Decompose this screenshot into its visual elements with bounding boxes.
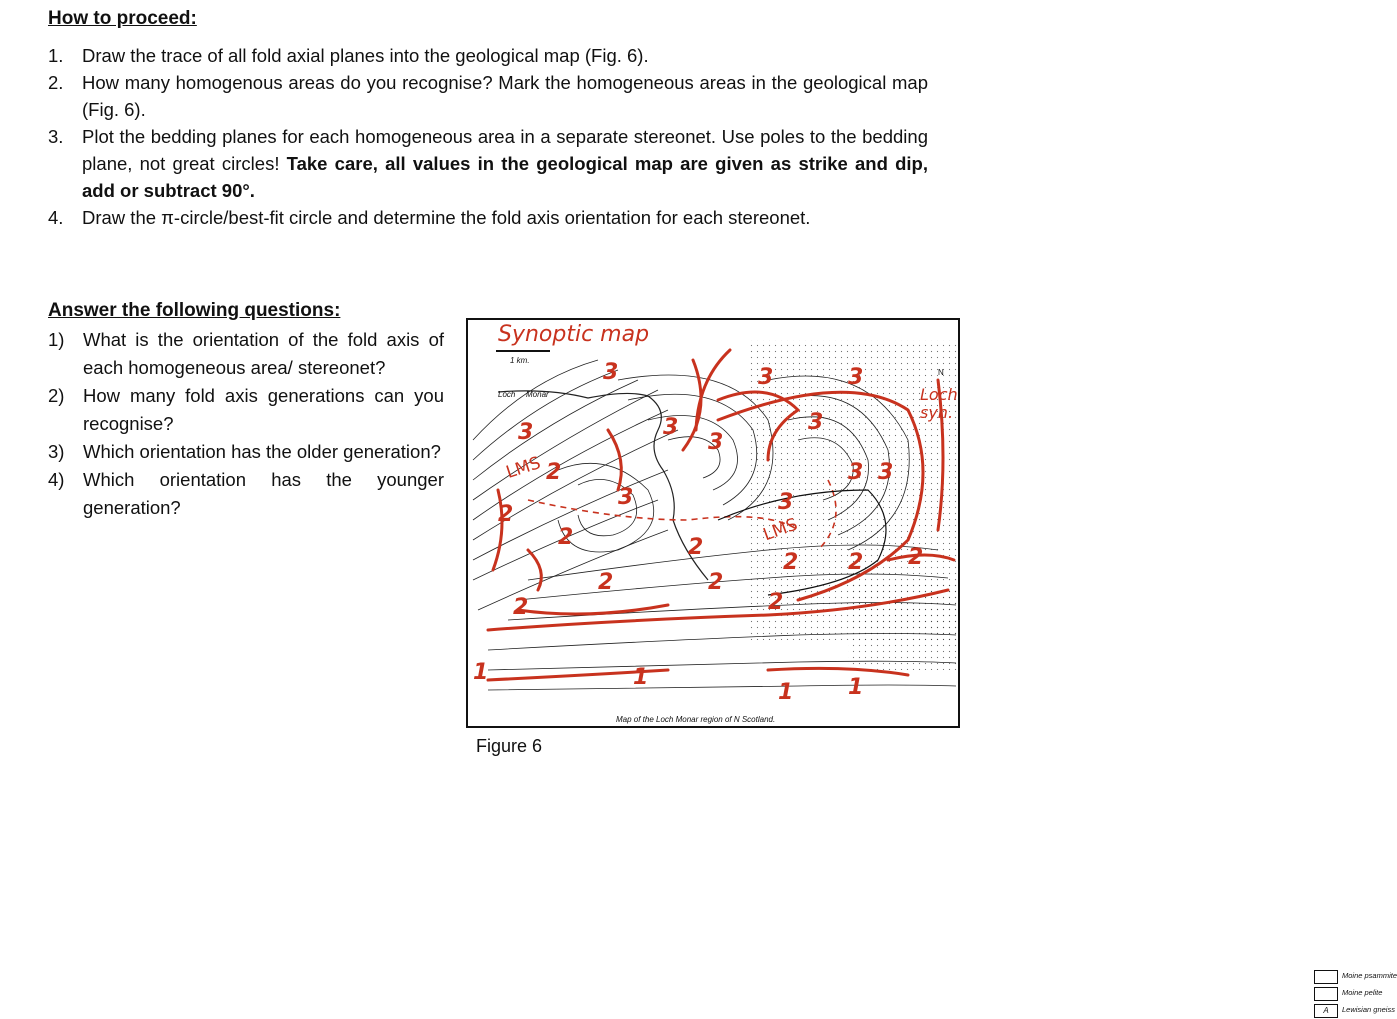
question-item xyxy=(48,382,444,438)
scale-bar xyxy=(496,350,550,352)
area-number-label: 3 xyxy=(603,360,619,385)
lms-label-west: LMS xyxy=(503,453,544,483)
step-text: Draw the π-circle/best-fit circle and determine the fold axis orientation for each stereonet. xyxy=(82,207,811,228)
area-number-label: 3 xyxy=(663,415,679,440)
area-number-label: 2 xyxy=(598,570,614,595)
question-text: How many fold axis generations can you recognise? xyxy=(83,385,444,434)
area-number-label: 2 xyxy=(783,550,799,575)
step-warning-text: Take care, all values in the geological map are given as strike and dip, add or subtract 90 xyxy=(82,153,928,201)
step-number: 1. xyxy=(48,45,64,66)
step-item xyxy=(48,42,928,69)
area-number-label: 3 xyxy=(618,485,634,510)
area-number-label: 3 xyxy=(878,460,894,485)
area-number-label: 3 xyxy=(708,430,724,455)
area-number-label: 2 xyxy=(908,545,924,570)
area-number-label: 1 xyxy=(633,665,649,690)
step-warning-end: °. xyxy=(242,180,255,201)
area-number-label: 2 xyxy=(546,460,562,485)
legend-label: Moine psammite xyxy=(1342,971,1397,980)
north-arrow-label: N xyxy=(938,368,944,377)
question-item xyxy=(48,438,444,466)
place-label-monar: Monar xyxy=(526,390,549,399)
question-text: Which orientation has the older generation? xyxy=(83,441,441,462)
step-number: 3. xyxy=(48,126,64,147)
area-number-label: 1 xyxy=(778,680,794,705)
legend-swatch-gneiss: A xyxy=(1314,1004,1338,1018)
lms-label-east: LMS xyxy=(760,514,801,546)
area-number-label: 2 xyxy=(688,535,704,560)
scale-label: 1 km. xyxy=(510,356,530,365)
area-number-label: 1 xyxy=(848,675,864,700)
step-text: How many homogenous areas do you recognise? Mark the homogeneous areas in the geological map (Fig. 6). xyxy=(82,72,928,120)
step-item xyxy=(48,69,928,123)
area-number-label: 3 xyxy=(778,490,794,515)
how-to-proceed-heading: How to proceed: xyxy=(48,8,197,29)
map-caption: Map of the Loch Monar region of N Scotland. xyxy=(616,715,776,724)
step-item xyxy=(48,123,928,204)
map-title: Synoptic map xyxy=(498,322,650,347)
area-number-label: 2 xyxy=(513,595,529,620)
answer-questions-heading: Answer the following questions: xyxy=(48,300,341,321)
area-number-label: 2 xyxy=(708,570,724,595)
area-number-label: 2 xyxy=(498,502,514,527)
question-number: 3) xyxy=(48,441,65,462)
area-number-label: 3 xyxy=(808,410,824,435)
loch-syn-label: Loch syn. xyxy=(920,385,958,422)
area-number-label: 3 xyxy=(758,365,774,390)
southeast-dotted-region xyxy=(848,580,958,670)
figure-label: Figure 6 xyxy=(476,736,543,756)
step-item xyxy=(48,204,928,231)
legend-label: Moine pelite xyxy=(1342,988,1383,997)
area-number-label: 3 xyxy=(848,365,864,390)
procedure-steps-list xyxy=(48,42,928,231)
area-number-label: 1 xyxy=(473,660,489,685)
question-number: 4) xyxy=(48,469,65,490)
step-number: 4. xyxy=(48,207,64,228)
question-item xyxy=(48,326,444,382)
area-number-label: 2 xyxy=(768,590,784,615)
legend-swatch-pelite xyxy=(1314,987,1338,1001)
questions-list xyxy=(48,326,444,522)
step-number: 2. xyxy=(48,72,64,93)
area-number-label: 3 xyxy=(848,460,864,485)
area-number-label: 3 xyxy=(518,420,534,445)
area-number-label: 2 xyxy=(558,525,574,550)
legend-swatch-psammite xyxy=(1314,970,1338,984)
question-item xyxy=(48,466,444,522)
geological-map-drawing xyxy=(468,320,962,730)
question-text: Which orientation has the younger generation? xyxy=(83,469,444,518)
place-label-loch: Loch xyxy=(498,390,516,399)
question-number: 1) xyxy=(48,329,65,350)
step-text: Draw the trace of all fold axial planes into the geological map (Fig. 6). xyxy=(82,45,649,66)
area-number-label: 2 xyxy=(848,550,864,575)
legend-label: Lewisian gneiss xyxy=(1342,1005,1395,1014)
step-text: Plot the bedding planes for each homogeneous area in a separate stereonet. Use poles to the bedding plane, not great circles! xyxy=(82,126,928,174)
question-text: What is the orientation of the fold axis of each homogeneous area/ stereonet? xyxy=(83,329,444,378)
question-number: 2) xyxy=(48,385,65,406)
